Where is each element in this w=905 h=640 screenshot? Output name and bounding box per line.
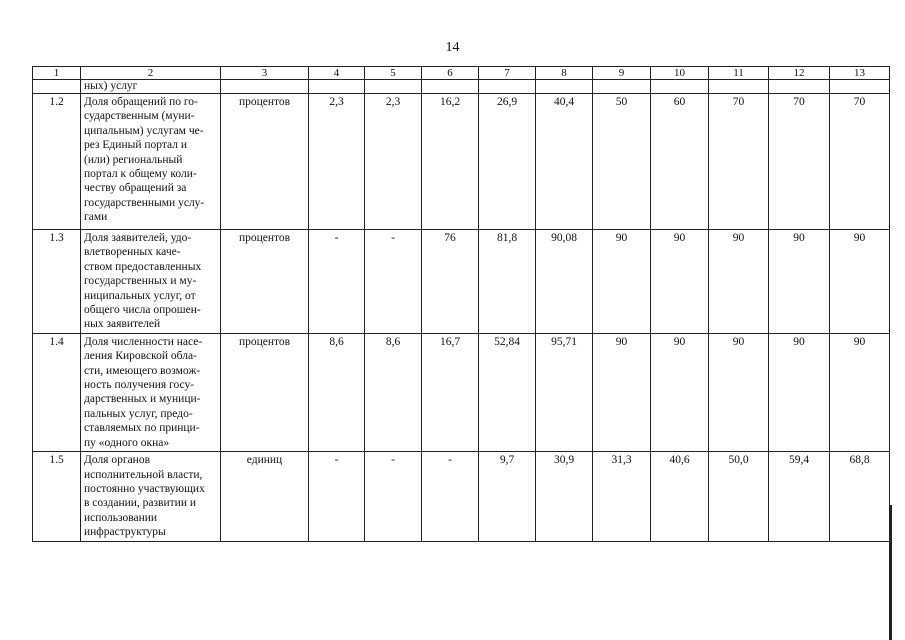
indicator-name-line: (или) региональный	[84, 153, 183, 166]
indicator-value: 90	[593, 333, 651, 451]
row-number: 1.3	[33, 230, 81, 334]
indicator-value: -	[422, 452, 479, 541]
indicator-value: 70	[709, 94, 769, 230]
indicator-value: 90	[709, 230, 769, 334]
indicator-value: 2,3	[365, 94, 422, 230]
unit-of-measure: единиц	[221, 452, 309, 541]
row-number: 1.2	[33, 94, 81, 230]
column-number: 10	[651, 67, 709, 80]
indicator-value: 50,0	[709, 452, 769, 541]
column-number: 11	[709, 67, 769, 80]
indicator-name-line: инфраструктуры	[84, 526, 166, 539]
indicator-value: -	[365, 230, 422, 334]
indicator-value: 90	[709, 333, 769, 451]
indicator-name-line: государственных и му-	[84, 275, 197, 288]
indicator-name-line: пу «одного окна»	[84, 436, 170, 449]
indicator-value: 90	[651, 333, 709, 451]
indicator-value: 76	[422, 230, 479, 334]
indicator-name-line: Доля заявителей, удо-	[84, 232, 192, 244]
indicator-name	[81, 80, 221, 94]
indicator-value: 16,7	[422, 333, 479, 451]
indicator-name-line: сударственным (муни-	[84, 110, 195, 123]
page-number: 14	[445, 40, 460, 55]
table-row	[33, 94, 890, 230]
table-row	[33, 452, 890, 541]
indicator-name-line: ных заявителей	[84, 318, 161, 331]
indicator-name	[81, 333, 221, 451]
indicator-value: 70	[769, 94, 830, 230]
indicator-name-line: ством предоставленных	[84, 260, 202, 273]
indicator-name-line: честву обращений за	[84, 182, 187, 195]
indicator-name-line: дарственных и муници-	[84, 393, 201, 406]
indicator-value: 2,3	[309, 94, 365, 230]
indicators-table	[32, 66, 890, 542]
indicator-name	[81, 452, 221, 541]
indicator-name-line: Доля органов	[84, 454, 151, 467]
column-number: 13	[830, 67, 890, 80]
indicator-name-line: Доля численности насе-	[84, 335, 203, 348]
scan-edge-mark	[889, 505, 892, 640]
indicator-name-line: использовании	[84, 511, 158, 524]
indicator-value: 30,9	[536, 452, 593, 541]
indicator-name	[81, 230, 221, 334]
indicator-value: 50	[593, 94, 651, 230]
column-number: 3	[221, 67, 309, 80]
indicator-value	[593, 80, 651, 94]
column-number: 6	[422, 67, 479, 80]
indicator-name-line: ставляемых по принци-	[84, 422, 200, 435]
unit-of-measure	[221, 80, 309, 94]
indicator-value: 31,3	[593, 452, 651, 541]
indicator-name-line: государственными услу-	[84, 196, 205, 209]
column-number: 1	[33, 67, 81, 80]
indicator-name-line: влетворенных каче-	[84, 246, 181, 259]
indicator-name-line: ность получения госу-	[84, 379, 195, 392]
row-number: 1.5	[33, 452, 81, 541]
indicator-name-line: исполнительной власти,	[84, 468, 203, 481]
indicator-value: 81,8	[479, 230, 536, 334]
column-number: 7	[479, 67, 536, 80]
indicator-name-line: постоянно участвующих	[84, 482, 205, 495]
column-number: 2	[81, 67, 221, 80]
indicator-value	[309, 80, 365, 94]
indicator-value: -	[365, 452, 422, 541]
indicator-value: 90	[651, 230, 709, 334]
indicator-name	[81, 94, 221, 230]
table-body	[33, 67, 890, 542]
column-number: 5	[365, 67, 422, 80]
indicator-name-line: рез Единый портал и	[84, 139, 187, 152]
indicator-value: 40,6	[651, 452, 709, 541]
table-row	[33, 80, 890, 94]
row-number: 1.4	[33, 333, 81, 451]
indicator-name-line: ных) услуг	[84, 80, 138, 92]
unit-of-measure: процентов	[221, 230, 309, 334]
indicator-value: 59,4	[769, 452, 830, 541]
unit-of-measure: процентов	[221, 333, 309, 451]
indicator-value: 90	[830, 230, 890, 334]
indicator-value: 60	[651, 94, 709, 230]
indicator-value: 8,6	[365, 333, 422, 451]
column-number-row	[33, 67, 890, 80]
indicator-name-line: портал к общему коли-	[84, 168, 197, 181]
indicator-name-line: ления Кировской обла-	[84, 350, 197, 363]
indicator-value: 52,84	[479, 333, 536, 451]
indicator-value	[830, 80, 890, 94]
indicator-value	[479, 80, 536, 94]
indicator-value	[536, 80, 593, 94]
indicator-value: 90	[769, 333, 830, 451]
table-row	[33, 333, 890, 451]
indicator-value: 90	[830, 333, 890, 451]
column-number: 8	[536, 67, 593, 80]
row-number	[33, 80, 81, 94]
indicator-name-line: ниципальных услуг, от	[84, 289, 196, 302]
indicator-value	[651, 80, 709, 94]
indicator-value: 95,71	[536, 333, 593, 451]
column-number: 12	[769, 67, 830, 80]
indicator-name-line: общего числа опрошен-	[84, 304, 201, 317]
indicator-value: 9,7	[479, 452, 536, 541]
indicator-value: 40,4	[536, 94, 593, 230]
indicator-value	[769, 80, 830, 94]
indicator-value: 90	[593, 230, 651, 334]
indicator-value: 90,08	[536, 230, 593, 334]
indicator-value	[365, 80, 422, 94]
indicator-name-line: пальных услуг, предо-	[84, 407, 193, 420]
indicator-value	[422, 80, 479, 94]
unit-of-measure: процентов	[221, 94, 309, 230]
column-number: 4	[309, 67, 365, 80]
indicator-name-line: гами	[84, 211, 108, 224]
indicator-value: -	[309, 452, 365, 541]
indicator-value: 8,6	[309, 333, 365, 451]
indicator-value	[709, 80, 769, 94]
table-row	[33, 230, 890, 334]
indicator-name-line: в создании, развитии и	[84, 497, 197, 510]
indicator-value: 68,8	[830, 452, 890, 541]
column-number: 9	[593, 67, 651, 80]
indicator-value: 90	[769, 230, 830, 334]
indicator-value: 16,2	[422, 94, 479, 230]
indicator-name-line: ципальным) услугам че-	[84, 124, 204, 137]
indicator-value: 26,9	[479, 94, 536, 230]
indicator-name-line: сти, имеющего возмож-	[84, 364, 201, 377]
indicator-value: -	[309, 230, 365, 334]
indicator-value: 70	[830, 94, 890, 230]
indicator-name-line: Доля обращений по го-	[84, 96, 198, 108]
